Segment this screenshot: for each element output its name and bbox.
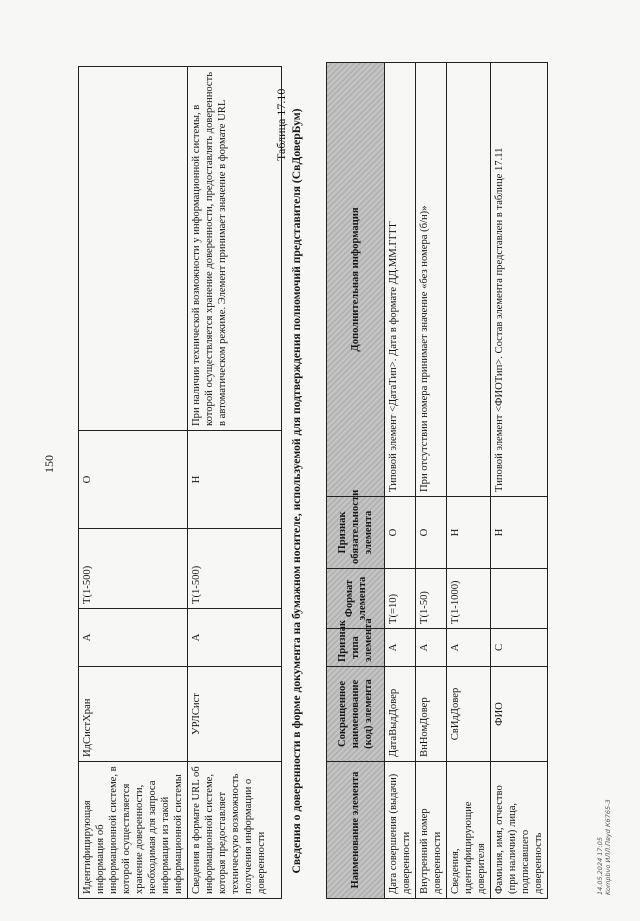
table-row bbox=[385, 63, 416, 899]
cell-name: Внутренний номер доверенности bbox=[416, 762, 447, 899]
stamp-date: 14.05.2024 17:05 bbox=[596, 836, 604, 895]
header-info: Дополнительная информация bbox=[327, 63, 385, 497]
cell-required: Н bbox=[491, 497, 548, 569]
header-format: Формат элемента bbox=[327, 569, 385, 629]
table-17-10 bbox=[326, 62, 548, 899]
cell-code: ДатаВыдДовер bbox=[385, 667, 416, 762]
cell-type: А bbox=[447, 629, 491, 667]
table-row bbox=[416, 63, 447, 899]
cell-type: А bbox=[188, 609, 282, 667]
cell-format: Т(1-50) bbox=[416, 569, 447, 629]
header-code: Сокращенное наименование (код) элемента bbox=[327, 667, 385, 762]
cell-info: При отсутствии номера принимает значение «без номера (б/н)» bbox=[416, 63, 447, 497]
cell-format: Т(1-500) bbox=[79, 529, 188, 609]
cell-code: СвИдДовер bbox=[447, 667, 491, 762]
header-name: Наименование элемента bbox=[327, 762, 385, 899]
cell-name: Сведения, идентифицирующие доверителя bbox=[447, 762, 491, 899]
cell-type: А bbox=[385, 629, 416, 667]
cell-info: Типовой элемент <ФИОТип>. Состав элемента представлен в таблице 17.11 bbox=[491, 63, 548, 497]
cell-required: О bbox=[416, 497, 447, 569]
table-row bbox=[447, 63, 491, 899]
cell-name: Фамилия, имя, отчество (при наличии) лица, подписавшего доверенность bbox=[491, 762, 548, 899]
cell-name: Идентифицирующая информация об информационной системе, в которой осуществляется хранение доверенности, необходимая для запроса информации из такой информационной системы bbox=[79, 762, 188, 899]
cell-format: Т(1-1000) bbox=[447, 569, 491, 629]
cell-required: О bbox=[79, 431, 188, 529]
cell-required: Н bbox=[447, 497, 491, 569]
cell-code: ФИО bbox=[491, 667, 548, 762]
cell-code: УРЛСист bbox=[188, 667, 282, 762]
cell-format bbox=[491, 569, 548, 629]
table-number: Таблица 17.10 bbox=[274, 88, 288, 161]
page-number: 150 bbox=[42, 455, 56, 473]
cell-type: А bbox=[416, 629, 447, 667]
cell-code: ИдСистХран bbox=[79, 667, 188, 762]
cell-info bbox=[447, 63, 491, 497]
continued-table bbox=[78, 66, 282, 899]
header-row bbox=[327, 63, 385, 899]
cell-info: Типовой элемент <ДатаТип>. Дата в формате ДД.ММ.ГГГГ bbox=[385, 63, 416, 497]
table-row bbox=[491, 63, 548, 899]
cell-name: Сведения в формате URL об информационной системе, которая предоставляет техническую возможность получения информации о доверенности bbox=[188, 762, 282, 899]
cell-name: Дата совершения (выдачи) доверенности bbox=[385, 762, 416, 899]
cell-type: С bbox=[491, 629, 548, 667]
cell-required: О bbox=[385, 497, 416, 569]
print-stamp bbox=[596, 799, 612, 895]
cell-format: Т(1-500) bbox=[188, 529, 282, 609]
cell-format: Т(=10) bbox=[385, 569, 416, 629]
table-row bbox=[79, 67, 188, 899]
cell-code: ВнНомДовер bbox=[416, 667, 447, 762]
stamp-code: Kompbvo ИЛЛ.Пвуd К6765-3 bbox=[604, 799, 612, 895]
table-row bbox=[188, 67, 282, 899]
cell-required: Н bbox=[188, 431, 282, 529]
cell-info bbox=[79, 67, 188, 431]
cell-info: При наличии технической возможности у информационной системы, в которой осуществляется хранение доверенности, предоставлять доверенность в автоматическом режиме. Элемент принимает значение в формате URL bbox=[188, 67, 282, 431]
cell-type: А bbox=[79, 609, 188, 667]
table-caption: Сведения о доверенности в форме документа на бумажном носителе, используемой для подтверждения полномочий представителя (СвДоверБум) bbox=[290, 108, 303, 874]
header-type: Признак типа элемента bbox=[327, 629, 385, 667]
header-required: Признак обязательности элемента bbox=[327, 497, 385, 569]
